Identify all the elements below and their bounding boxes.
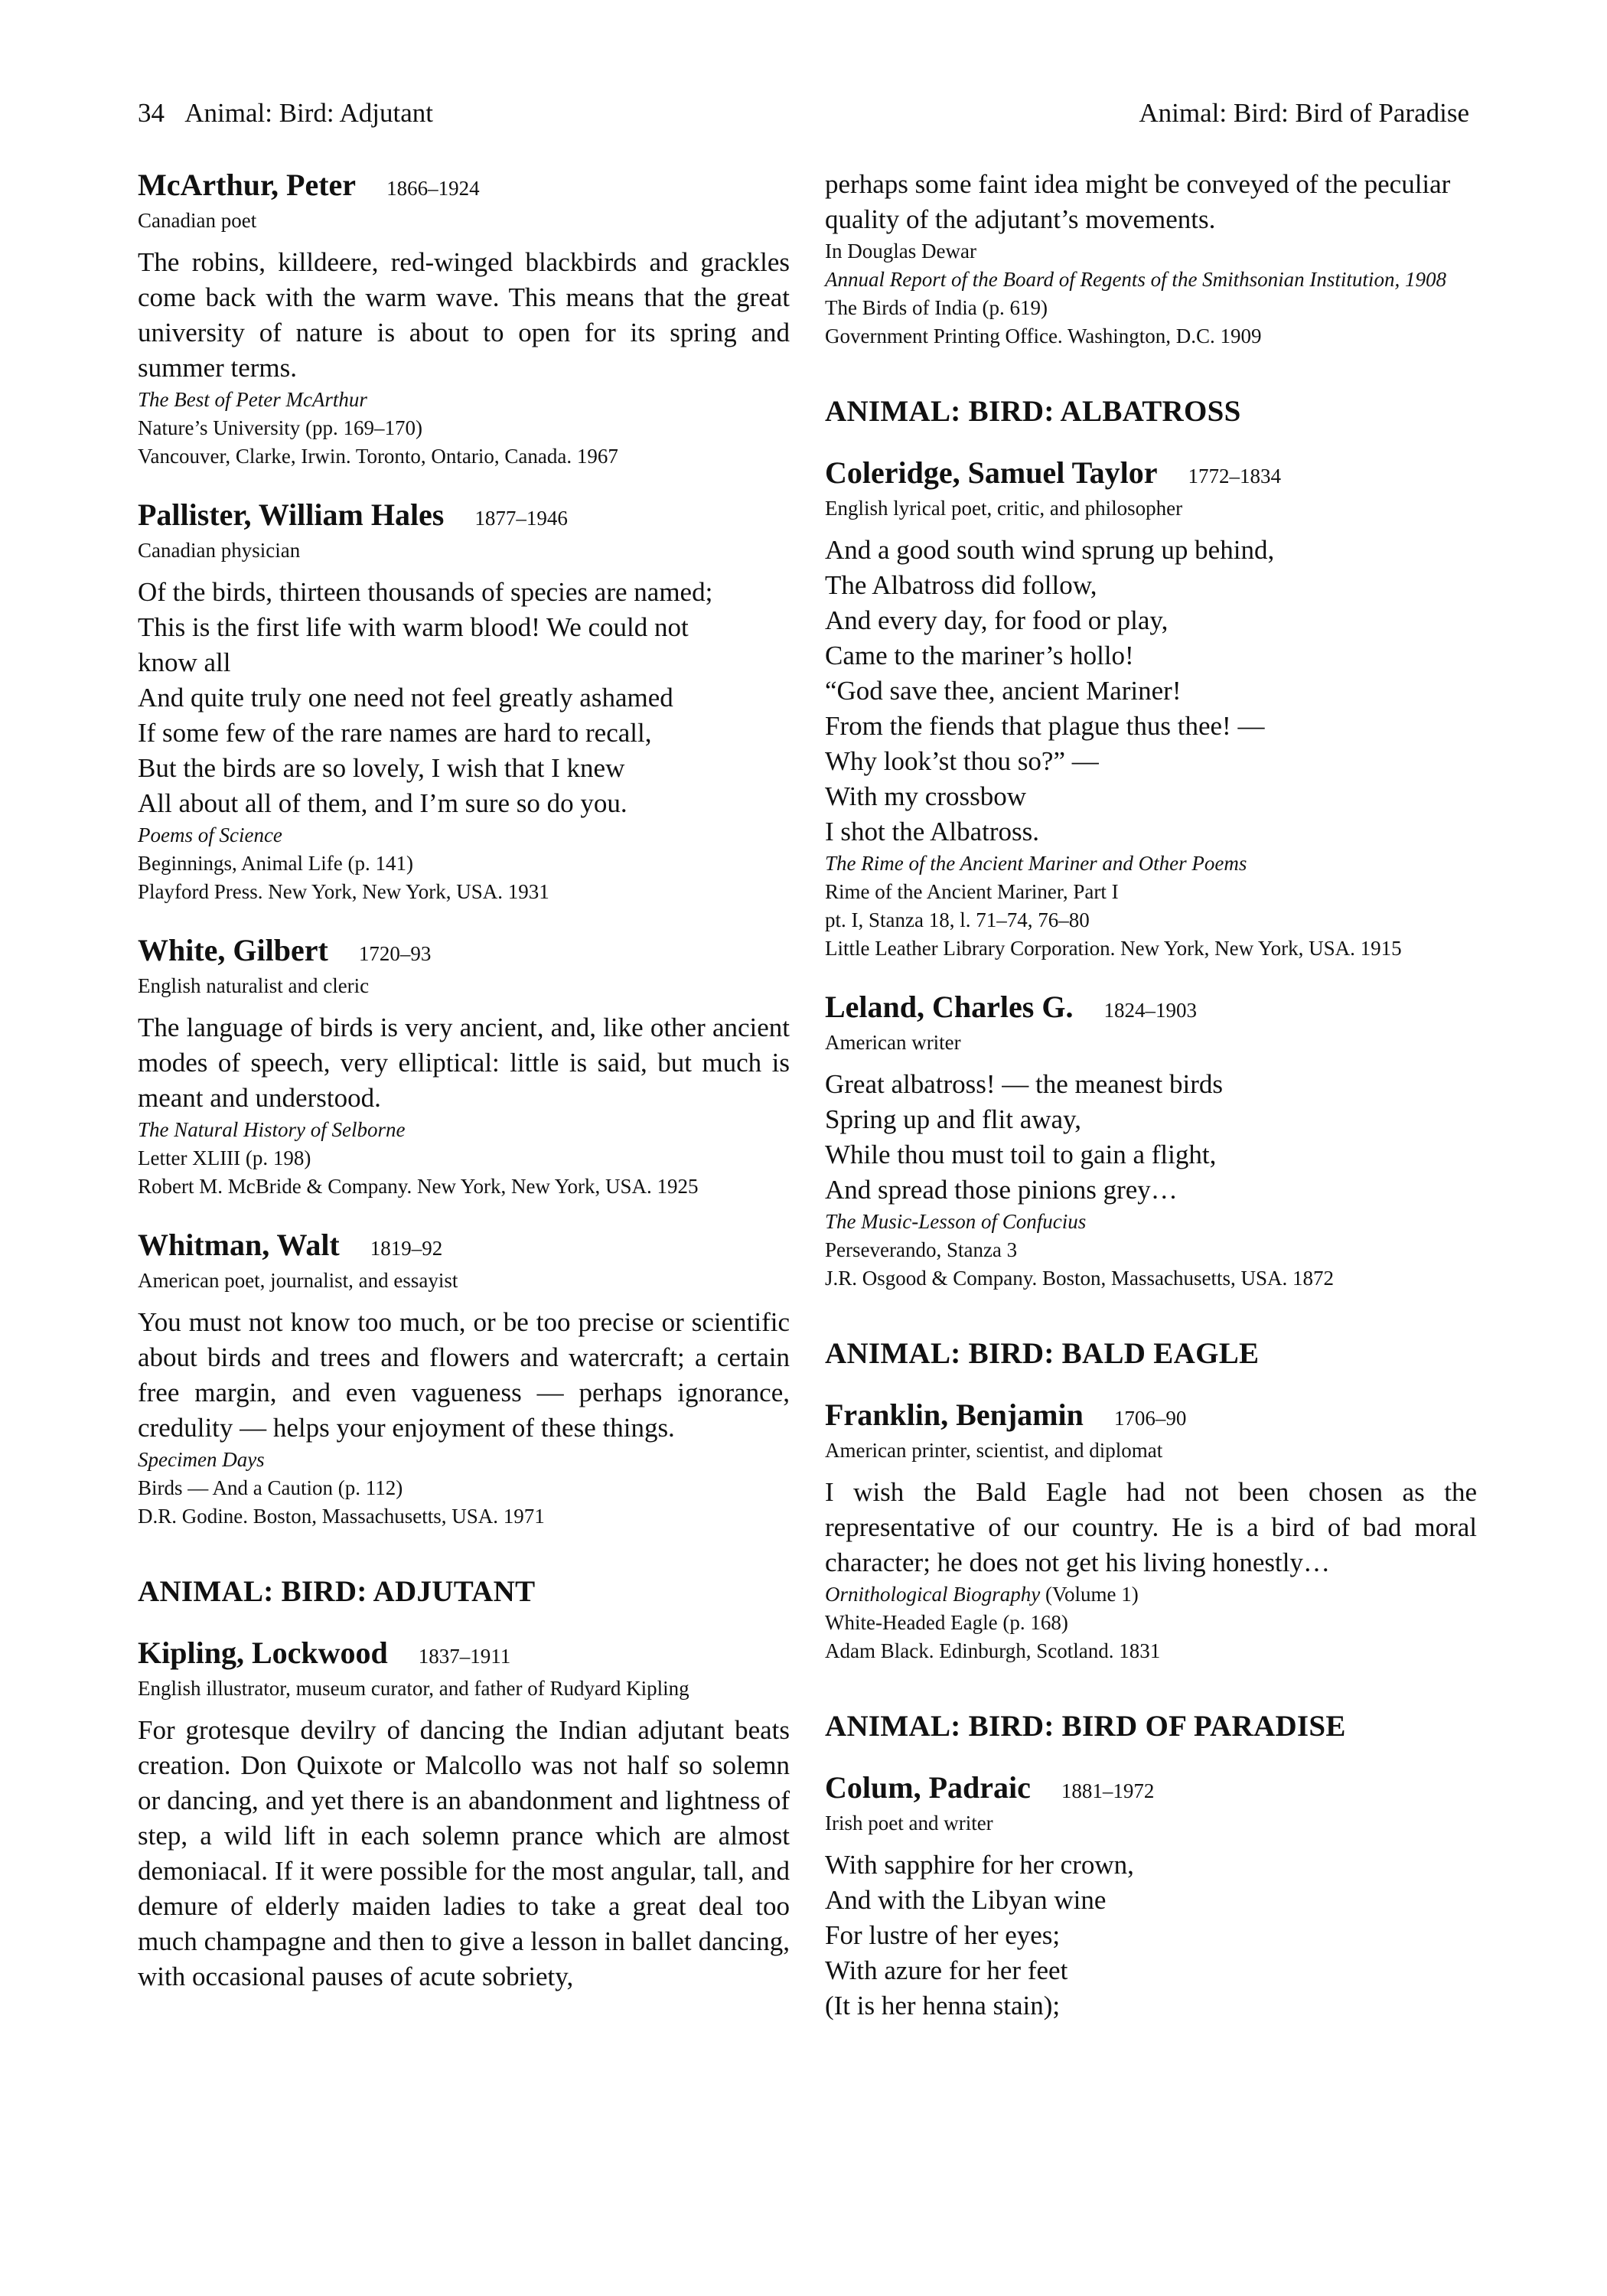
author-name: Kipling, Lockwood xyxy=(138,1636,388,1670)
author-description: Irish poet and writer xyxy=(825,1812,993,1835)
source-line: Robert M. McBride & Company. New York, New York, USA. 1925 xyxy=(138,1175,699,1198)
verse-line: I shot the Albatross. xyxy=(825,817,1039,846)
source-line: Birds — And a Caution (p. 112) xyxy=(138,1476,403,1499)
source-title-line xyxy=(825,1580,1477,1609)
running-header xyxy=(138,95,1469,132)
quote-text: The robins, killdeere, red-winged blackbirds and grackles come back with the warm wave. This means that the great university of nature is about to open for its spring and summer terms. xyxy=(138,247,790,383)
source-title: Ornithological Biography xyxy=(825,1583,1041,1606)
verse-line: But the birds are so lovely, I wish that I knew xyxy=(138,753,625,783)
author-name: Coleridge, Samuel Taylor xyxy=(825,455,1158,490)
author-line xyxy=(825,989,1477,1029)
verse-line: Spring up and flit away, xyxy=(825,1104,1082,1134)
header-right-title: Animal: Bird: Bird of Paradise xyxy=(1139,98,1469,128)
header-left xyxy=(138,95,433,132)
source-title: Specimen Days xyxy=(138,1448,265,1471)
entry-colum xyxy=(825,1769,1477,2024)
author-dates: 1881–1972 xyxy=(1061,1779,1155,1802)
verse-line: Great albatross! — the meanest birds xyxy=(825,1069,1223,1099)
quote-text: I wish the Bald Eagle had not been chosen as the representative of our country. He is a bird of bad moral character; he does not get his living honestly… xyxy=(825,1477,1477,1577)
author-line xyxy=(138,167,790,207)
source-citation xyxy=(138,821,790,906)
source-line: Government Printing Office. Washington, D.C. 1909 xyxy=(825,325,1262,347)
source-title: Poems of Science xyxy=(138,823,282,846)
verse-line: With azure for her feet xyxy=(825,1955,1068,1985)
source-line: Nature’s University (pp. 169–170) xyxy=(138,416,422,439)
author-dates: 1772–1834 xyxy=(1188,465,1281,488)
source-line: Playford Press. New York, New York, USA. 1931 xyxy=(138,880,549,903)
entry-leland xyxy=(825,989,1477,1293)
author-dates: 1877–1946 xyxy=(474,507,568,530)
author-description: English naturalist and cleric xyxy=(138,974,370,997)
source-title: The Rime of the Ancient Mariner and Other Poems xyxy=(825,852,1247,875)
author-name: McArthur, Peter xyxy=(138,168,357,202)
quote-text: You must not know too much, or be too precise or scientific about birds and trees and flowers and watercraft; a certain free margin, and even vagueness — perhaps ignorance, credulity — helps your enjoyment of these things. xyxy=(138,1307,790,1443)
source-line: Beginnings, Animal Life (p. 141) xyxy=(138,852,413,875)
source-citation xyxy=(138,1116,790,1201)
author-line xyxy=(138,932,790,972)
verse-line: Of the birds, thirteen thousands of species are named; xyxy=(138,577,713,607)
source-citation xyxy=(138,386,790,471)
section-heading-albatross: ANIMAL: BIRD: ALBATROSS xyxy=(825,395,1241,428)
author-line xyxy=(825,455,1477,494)
source-citation xyxy=(825,237,1477,351)
author-description: English lyrical poet, critic, and philosopher xyxy=(825,497,1183,520)
verse-line: And every day, for food or play, xyxy=(825,605,1169,635)
source-line: Perseverando, Stanza 3 xyxy=(825,1238,1018,1261)
source-title: Annual Report of the Board of Regents of the Smithsonian Institution, 1908 xyxy=(825,268,1446,291)
verse-line: With my crossbow xyxy=(825,781,1027,811)
author-line xyxy=(138,497,790,536)
header-left-title: Animal: Bird: Adjutant xyxy=(184,98,433,128)
verse-line: “God save thee, ancient Mariner! xyxy=(825,676,1182,706)
author-name: Leland, Charles G. xyxy=(825,990,1074,1024)
section-heading-adjutant: ANIMAL: BIRD: ADJUTANT xyxy=(138,1575,536,1608)
verse-line: And a good south wind sprung up behind, xyxy=(825,535,1275,565)
source-line: The Birds of India (p. 619) xyxy=(825,296,1048,319)
source-title: The Natural History of Selborne xyxy=(138,1118,406,1141)
right-column xyxy=(825,167,1477,2050)
page-number: 34 xyxy=(138,98,165,128)
source-title: The Best of Peter McArthur xyxy=(138,388,367,411)
source-citation xyxy=(825,1580,1477,1665)
author-dates: 1706–90 xyxy=(1113,1407,1187,1430)
verse-line: Came to the mariner’s hollo! xyxy=(825,641,1134,670)
author-line xyxy=(138,1635,790,1675)
entry-kipling-continued xyxy=(825,167,1477,351)
author-description: American writer xyxy=(825,1031,961,1054)
verse-line: The Albatross did follow, xyxy=(825,570,1097,600)
verse-line: And with the Libyan wine xyxy=(825,1885,1107,1915)
source-line: Letter XLIII (p. 198) xyxy=(138,1146,311,1169)
quote-text: For grotesque devilry of dancing the Indian adjutant beats creation. Don Quixote or Malcollo was not half so solemn or dancing, and yet there is an abandonment and lightness of step, a wild lift in each solemn prance which are almost demoniacal. If it were possible for the most angular, tall, and demure of elderly maiden ladies to take a great deal too much champagne and then to give a lesson in ballet dancing, with occasional pauses of acute sobriety, xyxy=(138,1715,790,1991)
source-line: White-Headed Eagle (p. 168) xyxy=(825,1611,1068,1634)
source-title-suffix: (Volume 1) xyxy=(1040,1583,1139,1606)
entry-white xyxy=(138,932,790,1201)
source-citation xyxy=(138,1446,790,1531)
verse-line: From the fiends that plague thus thee! — xyxy=(825,711,1265,741)
entry-whitman xyxy=(138,1227,790,1531)
verse-line: For lustre of her eyes; xyxy=(825,1920,1061,1950)
verse-line: This is the first life with warm blood! We could not xyxy=(138,612,689,642)
section-heading-bald-eagle: ANIMAL: BIRD: BALD EAGLE xyxy=(825,1337,1260,1370)
verse-text xyxy=(825,1067,1477,1208)
author-description: American printer, scientist, and diplomat xyxy=(825,1439,1163,1462)
author-dates: 1866–1924 xyxy=(386,177,480,200)
author-dates: 1837–1911 xyxy=(418,1645,511,1668)
verse-line: While thou must toil to gain a flight, xyxy=(825,1140,1217,1169)
verse-text xyxy=(825,1848,1477,2024)
source-title: The Music-Lesson of Confucius xyxy=(825,1210,1087,1233)
source-line: pt. I, Stanza 18, l. 71–74, 76–80 xyxy=(825,908,1090,931)
author-line xyxy=(138,1227,790,1267)
source-line: Little Leather Library Corporation. New York, New York, USA. 1915 xyxy=(825,937,1402,960)
author-dates: 1824–1903 xyxy=(1103,999,1197,1022)
source-citation xyxy=(825,850,1477,963)
author-name: White, Gilbert xyxy=(138,933,328,967)
section-heading-bird-of-paradise: ANIMAL: BIRD: BIRD OF PARADISE xyxy=(825,1710,1346,1743)
source-line: Adam Black. Edinburgh, Scotland. 1831 xyxy=(825,1639,1161,1662)
verse-line: All about all of them, and I’m sure so do you. xyxy=(138,788,627,818)
author-name: Whitman, Walt xyxy=(138,1228,340,1262)
source-line: Vancouver, Clarke, Irwin. Toronto, Ontario, Canada. 1967 xyxy=(138,445,618,468)
left-column xyxy=(138,167,790,2020)
author-dates: 1720–93 xyxy=(358,942,432,965)
source-line: J.R. Osgood & Company. Boston, Massachusetts, USA. 1872 xyxy=(825,1267,1335,1290)
author-description: Canadian poet xyxy=(138,209,257,232)
entry-mcarthur xyxy=(138,167,790,471)
verse-text xyxy=(138,575,790,821)
verse-line: And quite truly one need not feel greatly ashamed xyxy=(138,683,673,713)
author-line xyxy=(825,1769,1477,1809)
verse-line: With sapphire for her crown, xyxy=(825,1850,1134,1880)
entry-pallister xyxy=(138,497,790,906)
author-name: Colum, Padraic xyxy=(825,1770,1031,1805)
entry-franklin xyxy=(825,1397,1477,1665)
entry-coleridge xyxy=(825,455,1477,963)
verse-line: (It is her henna stain); xyxy=(825,1991,1061,2020)
verse-line: If some few of the rare names are hard to recall, xyxy=(138,718,652,748)
author-line xyxy=(825,1397,1477,1437)
source-line: D.R. Godine. Boston, Massachusetts, USA. 1971 xyxy=(138,1505,545,1528)
verse-line: And spread those pinions grey… xyxy=(825,1175,1178,1205)
source-prefix: In Douglas Dewar xyxy=(825,240,976,263)
verse-text xyxy=(825,533,1477,850)
author-name: Franklin, Benjamin xyxy=(825,1397,1084,1432)
entry-kipling xyxy=(138,1635,790,1994)
author-description: American poet, journalist, and essayist xyxy=(138,1269,458,1292)
source-citation xyxy=(825,1208,1477,1293)
quote-text: The language of birds is very ancient, and, like other ancient modes of speech, very elliptical: little is said, but much is meant and understood. xyxy=(138,1013,790,1113)
author-description: English illustrator, museum curator, and father of Rudyard Kipling xyxy=(138,1677,689,1700)
quote-text: perhaps some faint idea might be conveyed of the peculiar quality of the adjutant’s movements. xyxy=(825,169,1451,234)
author-description: Canadian physician xyxy=(138,539,301,562)
verse-line: Why look’st thou so?” — xyxy=(825,746,1099,776)
author-name: Pallister, William Hales xyxy=(138,497,445,532)
verse-line: know all xyxy=(138,647,231,677)
source-line: Rime of the Ancient Mariner, Part I xyxy=(825,880,1119,903)
author-dates: 1819–92 xyxy=(370,1237,443,1260)
